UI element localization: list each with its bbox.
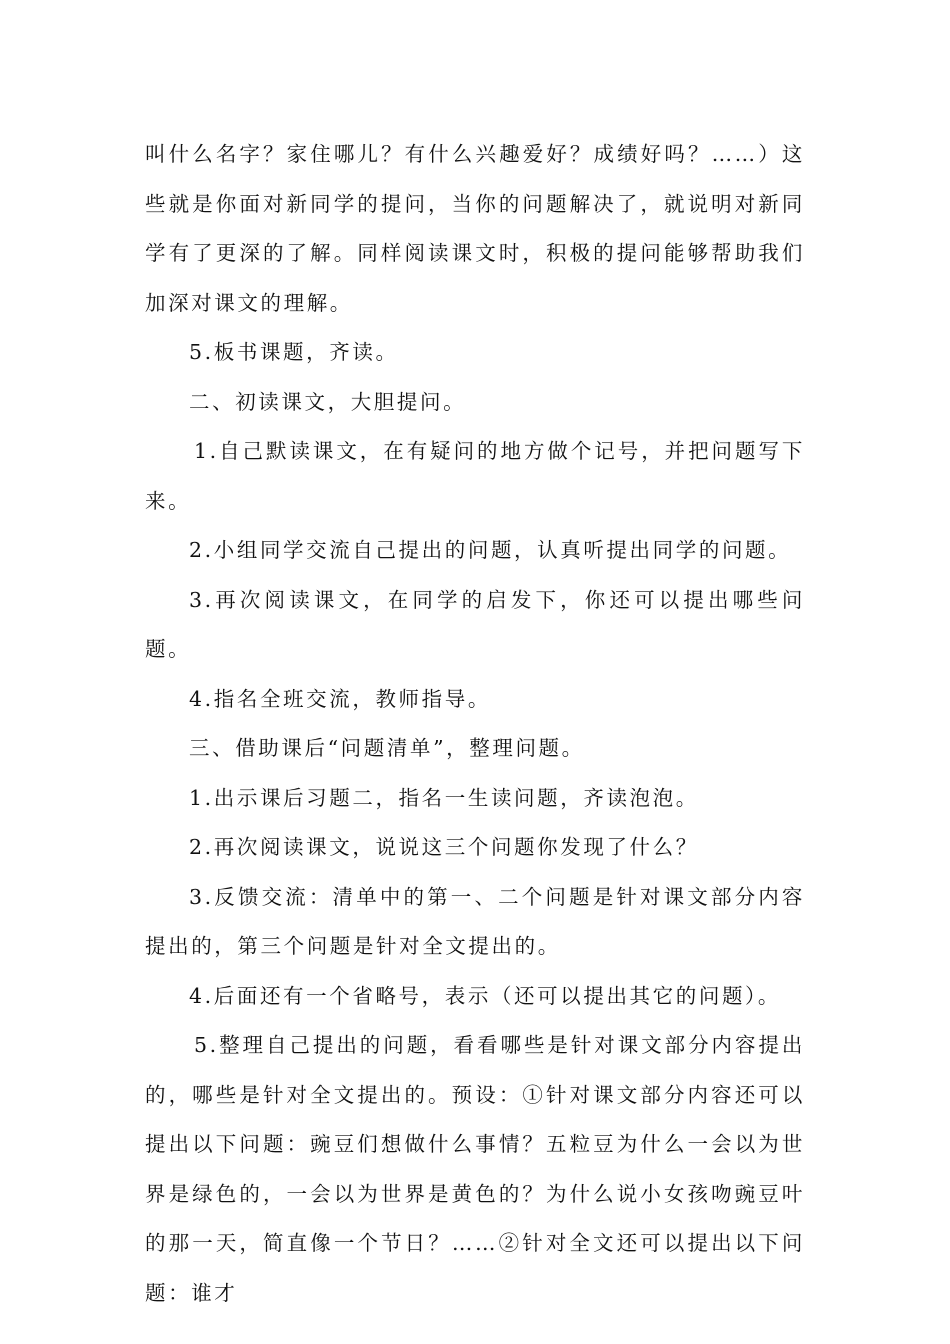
document-page [145,130,805,1318]
section-heading-3: 三、借助课后“问题清单”，整理问题。 [189,736,585,760]
section-heading-2: 二、初读课文，大胆提问。 [189,389,467,414]
paragraph-continuation: 叫什么名字？家住哪儿？有什么兴趣爱好？成绩好吗？……）这些就是你面对新同学的提问，当你的问题解决了，就说明对新同学有了更深的了解。同样阅读课文时，积极的提问能够帮助我们加深对课文的理解。 [145,142,805,315]
paragraph-3-5: 5.整理自己提出的问题，看看哪些是针对课文部分内容提出的，哪些是针对全文提出的。预设：①针对课文部分内容还可以提出以下问题：豌豆们想做什么事情？五粒豆为什么一会以为世界是绿色的，一会以为世界是黄色的？为什么说小女孩吻豌豆叶的那一天，简直像一个节日？……②针对全文还可以提出以下问题：谁才 [145,1033,805,1305]
paragraph-3-3: 3.反馈交流：清单中的第一、二个问题是针对课文部分内容提出的，第三个问题是针对全文提出的。 [145,884,805,958]
paragraph-2-3: 3.再次阅读课文，在同学的启发下，你还可以提出哪些问题。 [145,587,805,661]
paragraph-3-2: 2.再次阅读课文，说说这三个问题你发现了什么？ [189,835,699,859]
paragraph-2-4: 4.指名全班交流，教师指导。 [189,686,491,711]
paragraph-3-1: 1.出示课后习题二，指名一生读问题，齐读泡泡。 [189,785,699,810]
paragraph-2-1: 1.自己默读课文，在有疑问的地方做个记号，并把问题写下来。 [145,439,805,513]
paragraph-step-5-title: 5.板书课题，齐读。 [189,340,399,364]
paragraph-3-4: 4.后面还有一个省略号，表示（还可以提出其它的问题）。 [189,983,782,1008]
paragraph-2-2: 2.小组同学交流自己提出的问题，认真听提出同学的问题。 [189,538,792,562]
